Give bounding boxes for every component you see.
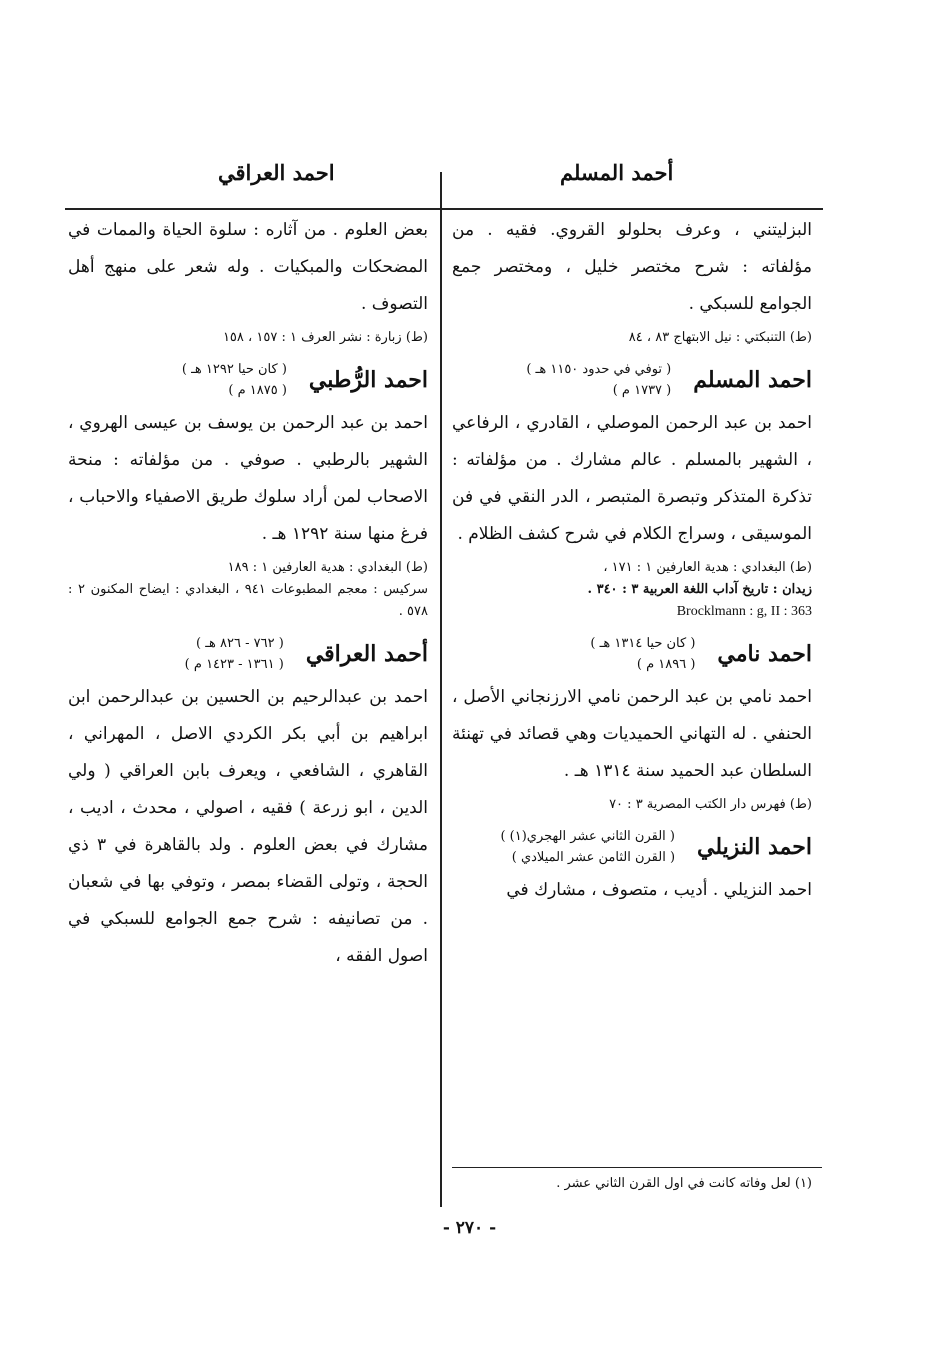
entry-heading: [68, 633, 428, 675]
continued-entry-text: بعض العلوم . من آثاره : سلوة الحياة والممات في المضحكات والمبكيات . وله شعر على منهج أهل التصوف .: [68, 220, 428, 314]
entry-reference: (ط) التنبكتي : نيل الابتهاج ٨٣ ، ٨٤: [628, 330, 812, 345]
entry-reference: (ط) فهرس دار الكتب المصرية ٣ : ٧٠: [609, 797, 812, 812]
entry-dates: [500, 826, 675, 868]
right-column-header: أحمد المسلم: [560, 160, 674, 185]
entry-dates: [590, 633, 695, 675]
date-hijri: ( كان حيا ١٢٩٢ هـ ): [181, 362, 287, 377]
entry-reference: (ط) زبارة : نشر العرف ١ : ١٥٧ ، ١٥٨: [222, 330, 428, 345]
date-hijri: ( كان حيا ١٣١٤ هـ ): [590, 636, 696, 651]
entry-name: احمد المسلم: [693, 367, 812, 393]
date-hijri: ( القرن الثاني عشر الهجري(١) ): [500, 829, 676, 844]
entry-heading: [452, 826, 812, 868]
entry-body: احمد بن عبدالرحيم بن الحسين بن عبدالرحمن ابن ابراهيم بن أبي بكر الكردي الاصل ، المهراني ، القاهري ، الشافعي ، ويعرف بابن العراقي ( ولي الدين ، ابو زرعة ) فقيه ، اصولي ، محدث ، اديب ، مشارك في بعض العلوم . ولد بالقاهرة في ٣ ذي الحجة ، وتولى القضاء بمصر ، وتوفي بها في شعبان . من تصانيفه : شرح جمع الجوامع للسبكي في اصول الفقه ،: [68, 687, 428, 966]
entry-heading: [68, 359, 428, 401]
entry-reference: (ط) البغدادي : هدية العارفين ١ : ١٨٩: [227, 560, 428, 575]
entry-name: احمد الرُّطبي: [308, 367, 428, 393]
date-hijri: ( ٧٦٢ - ٨٢٦ هـ ): [196, 636, 284, 651]
entry-body: احمد بن عبد الرحمن الموصلي ، القادري ، الرفاعي ، الشهير بالمسلم . عالم مشارك . من مؤلفاته : تذكرة المتذكر وتبصرة المتبصر ، الدر النقي في فن الموسيقى ، وسراج الكلام في شرح كشف الظلام .: [452, 413, 812, 544]
entry-body: احمد نامي بن عبد الرحمن نامي الارزنجاني الأصل ، الحنفي . له التهاني الحميديات وهي قصائد في تهنئة السلطان عبد الحميد سنة ١٣١٤ هـ .: [452, 687, 812, 781]
entry-body: احمد النزيلي . أديب ، متصوف ، مشارك في: [506, 880, 812, 900]
date-gregorian: ( ١٨٧٥ م ): [228, 383, 287, 398]
header-rule: [65, 208, 823, 210]
left-column: [68, 212, 428, 975]
entry-heading: [452, 633, 812, 675]
left-column-header: احمد العراقي: [218, 160, 335, 185]
entry-heading: [452, 359, 812, 401]
date-gregorian: ( ١٨٩٦ م ): [636, 657, 696, 672]
entry-reference: سركيس : معجم المطبوعات ٩٤١ ، البغدادي : ايضاح المكنون ٢ : ٥٧٨ .: [68, 582, 428, 619]
entry-name: احمد النزيلي: [697, 834, 812, 860]
entry-reference-latin: Brocklmann : g, II : 363: [676, 604, 812, 619]
date-hijri: ( توفي في حدود ١١٥٠ هـ ): [526, 362, 672, 377]
entry-dates: [182, 359, 287, 401]
date-gregorian: ( ١٧٣٧ م ): [612, 383, 672, 398]
entry-reference: زيدان : تاريخ آداب اللغة العربية ٣ : ٣٤٠ .: [587, 582, 812, 597]
right-column: [452, 212, 812, 909]
entry-dates: [185, 633, 284, 675]
footnote-rule: [452, 1167, 822, 1168]
entry-name: أحمد العراقي: [305, 641, 428, 667]
entry-body: احمد بن عبد الرحمن بن يوسف بن عيسى الهروي ، الشهير بالرطبي . صوفي . من مؤلفاته : منحة الاصحاب لمن أراد سلوك طريق الاصفياء والاحباب ، فرغ منها سنة ١٢٩٢ هـ .: [68, 413, 428, 544]
entry-name: احمد نامي: [717, 641, 812, 667]
continued-entry-text: البزليتني ، وعرف بحلولو القروي. فقيه . من مؤلفاته : شرح مختصر خليل ، ومختصر جمع الجوامع للسبكي .: [452, 220, 812, 314]
column-divider: [440, 172, 442, 1207]
page-number: - ٢٧٠ -: [442, 1218, 497, 1238]
entry-reference: (ط) البغدادي : هدية العارفين ١ : ١٧١ ،: [603, 560, 812, 575]
date-gregorian: ( ١٣٦١ - ١٤٢٣ م ): [184, 657, 284, 672]
date-gregorian: ( القرن الثامن عشر الميلادي ): [511, 850, 676, 865]
footnote: (١) لعل وفاته كانت في اول القرن الثاني عشر .: [556, 1176, 812, 1191]
entry-dates: [526, 359, 671, 401]
